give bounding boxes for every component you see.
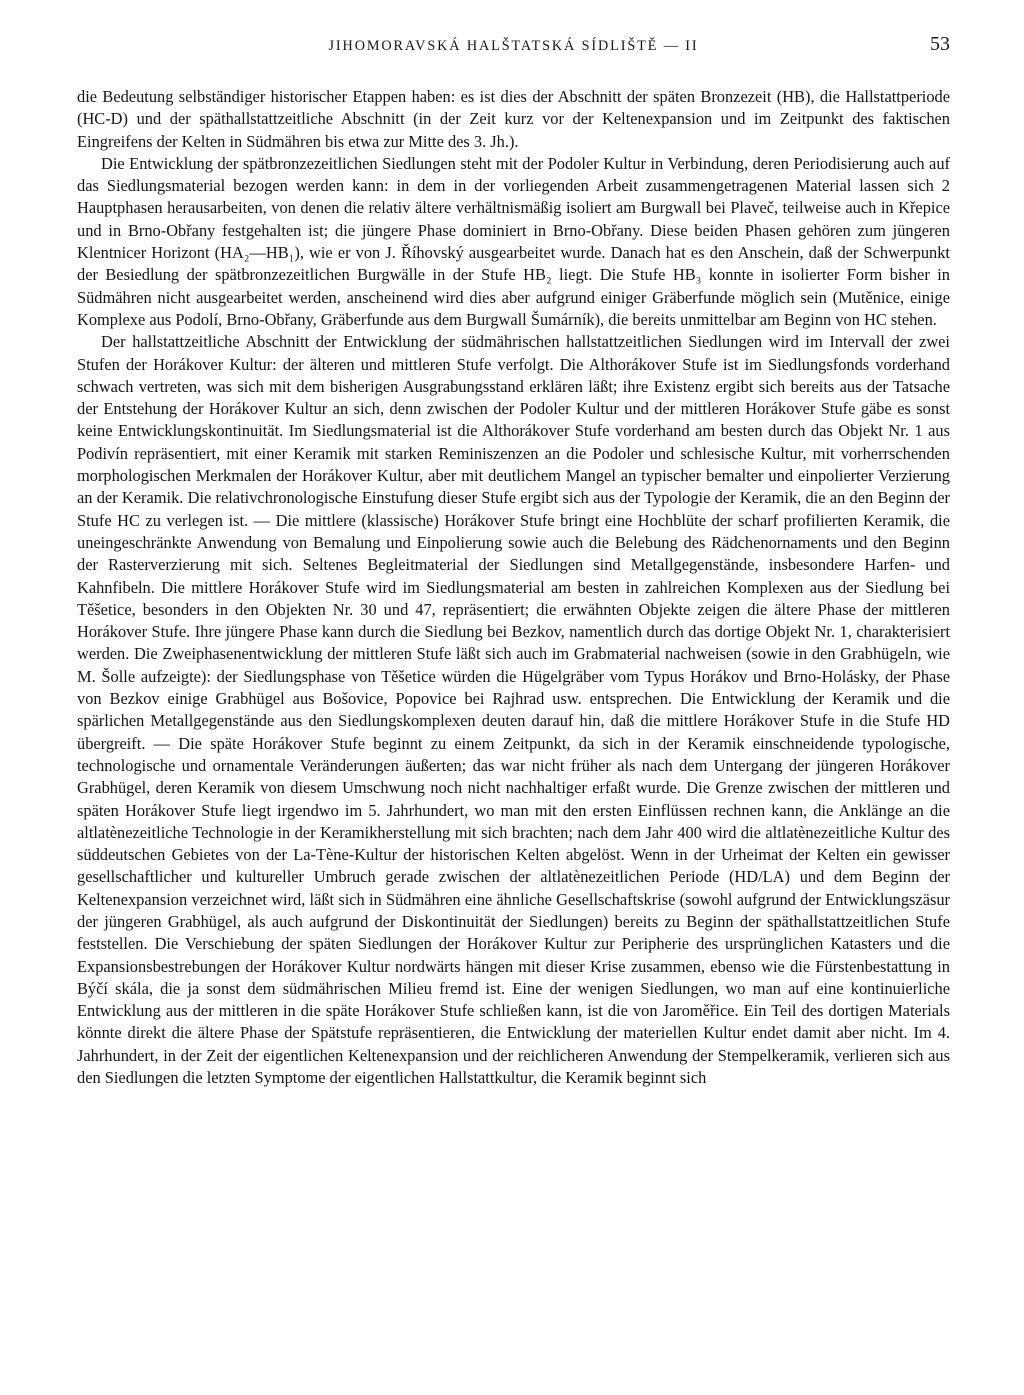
- paragraph-hallstatt-period: Der hallstattzeitliche Abschnitt der Entwicklung der südmährischen hallstattzeitlichen Siedlungen wird im Intervall der zwei Stufen der Horákover Kultur: der älteren und mittleren Stufe verfolgt. Die Althorákover Stufe ist im Siedlungsfonds vorderhand schwach vertreten, was sich mit dem bisherigen Ausgrabungsstand erklären läßt; ihre Existenz ergibt sich bereits aus der Tatsache der Entstehung der Horákover Kultur an sich, denn zwischen der Podoler Kultur und der mittleren Horákover Stufe gäbe es sonst keine Entwicklungskontinuität. Im Siedlungsmaterial ist die Althorákover Stufe vorderhand am besten durch das Objekt Nr. 1 aus Podivín repräsentiert, mit einer Keramik mit starken Reminiszenzen an die Podoler und schlesische Kultur, mit vorherrschenden morphologischen Merkmalen der Horákover Kultur, aber mit deutlichem Mangel an typischer bemalter und einpolierter Verzierung an der Keramik. Die relativchronologische Einstufung dieser Stufe ergibt sich aus der Typologie der Keramik, die an den Beginn der Stufe HC zu verlegen ist. — Die mittlere (klassische) Horákover Stufe bringt eine Hochblüte der scharf profilierten Keramik, die uneingeschränkte Anwendung von Bemalung und Einpolierung sowie auch die Belebung des Rädchenornaments und den Beginn der Rasterverzierung mit sich. Seltenes Begleitmaterial der Siedlungen sind Metallgegenstände, insbesondere Harfen- und Kahnfibeln. Die mittlere Horákover Stufe wird im Siedlungsmaterial am besten in zahlreichen Komplexen aus der Siedlung bei Těšetice, besonders in den Objekten Nr. 30 und 47, repräsentiert; die erwähnten Objekte zeigen die ältere Phase der mittleren Horákover Stufe. Ihre jüngere Phase kann durch die Siedlung bei Bezkov, namentlich durch das dortige Objekt Nr. 1, charakterisiert werden. Die Zweiphasenentwicklung der mittleren Stufe läßt sich auch im Grabmaterial nachweisen (sowie in den Grabhügeln, wie M. Šolle aufzeigte): der Siedlungsphase von Těšetice würden die Hügelgräber vom Typus Horákov und Brno-Holásky, der Phase von Bezkov einige Grabhügel aus Bošovice, Popovice bei Rajhrad usw. entsprechen. Die Entwicklung der Keramik und die spärlichen Metallgegenstände aus den Siedlungskomplexen deuten darauf hin, daß die mittlere Horákover Stufe in die Stufe HD übergreift. — Die späte Horákover Stufe beginnt zu einem Zeitpunkt, da sich in der Keramik einschneidende typologische, technologische und ornamentale Veränderungen äußerten; das war nicht früher als nach dem Untergang der jüngeren Horákover Grabhügel, deren Keramik von diesem Umschwung noch nicht nachhaltiger erfaßt wurde. Die Grenze zwischen der mittleren und späten Horákover Stufe liegt irgendwo im 5. Jahrhundert, wo man mit den ersten Einflüssen rechnen kann, die Anklänge an die altlatènezeitliche Technologie in der Keramikherstellung mit sich brachten; nach dem Jahr 400 wird die altlatènezeitliche Kultur des süddeutschen Gebietes von der La-Tène-Kultur der historischen Kelten abgelöst. Wenn in der Urheimat der Kelten ein gewisser gesellschaftlicher und kultureller Umbruch gerade zwischen der altlatènezeitlichen Periode (HD/LA) und dem Beginn der Keltenexpansion verzeichnet wird, läßt sich in Südmähren eine ähnliche Gesellschaftskrise (sowohl aufgrund der Entwicklungszäsur der jüngeren Grabhügel, als auch aufgrund der Diskontinuität der Siedlungen) bereits zu Beginn der späthallstattzeitlichen Stufe feststellen. Die Verschiebung der späten Siedlungen der Horákover Kultur zur Peripherie des ursprünglichen Katasters und die Expansionsbestrebungen der Horákover Kultur nordwärts hängen mit dieser Krise zusammen, ebenso wie die Fürstenbestattung in Býčí skála, die ja sonst dem südmährischen Milieu fremd ist. Eine der wenigen Siedlungen, wo man auf eine kontinuierliche Entwicklung aus der mittleren in die späte Horákover Stufe schließen kann, ist die von Jaroměřice. Ein Teil des dortigen Materials könnte direkt die ältere Phase der Spätstufe repräsentieren, die Entwicklung der materiellen Kultur endet damit aber nicht. Im 4. Jahrhundert, in der Zeit der eigentlichen Keltenexpansion und der reichlicheren Anwendung der Stempelkeramik, verlieren sich aus den Siedlungen die letzten Symptome der eigentlichen Hallstattkultur, die Keramik beginnt sich: [77, 332, 950, 1088]
- page-number: 53: [930, 33, 950, 55]
- running-title: JIHOMORAVSKÁ HALŠTATSKÁ SÍDLIŠTĚ — II: [328, 38, 699, 54]
- paragraph-continuation: die Bedeutung selbständiger historischer Etappen haben: es ist dies der Abschnitt der späten Bronzezeit (HB), die Hallstattperiode (HC-D) und der späthallstattzeitliche Abschnitt (in der Zeit kurz vor der Keltenexpansion und im Zeitpunkt des faktischen Eingreifens der Kelten in Südmähren bis etwa zur Mitte des 3. Jh.).: [77, 87, 950, 151]
- running-head: [77, 30, 950, 64]
- body-text: [77, 86, 950, 1089]
- paragraph-late-bronze-age: Die Entwicklung der spätbronzezeitlichen Siedlungen steht mit der Podoler Kultur in Verbindung, deren Periodisierung auch auf das Siedlungsmaterial bezogen werden kann: in dem in der vorliegenden Arbeit zusammengetragenen Material lassen sich 2 Hauptphasen herausarbeiten, von denen die relativ ältere verhältnismäßig isoliert am Burgwall bei Plaveč, teilweise auch in Křepice und in Brno-Obřany festgehalten ist; die jüngere Phase dominiert in Brno-Obřany. Diese beiden Phasen gehören zum jüngeren Klentnicer Horizont (HA₂—HB₁), wie er von J. Říhovský ausgearbeitet wurde. Danach hat es den Anschein, daß der Schwerpunkt der Besiedlung der spätbronzezeitlichen Burgwälle in der Stufe HB₂ liegt. Die Stufe HB₃ konnte in isolierter Form bisher in Südmähren nicht ausgearbeitet werden, anscheinend wird dies aber aufgrund einiger Gräberfunde möglich sein (Mutěnice, einige Komplexe aus Podolí, Brno-Obřany, Gräberfunde aus dem Burgwall Šumárník), die bereits unmittelbar am Beginn von HC stehen.: [77, 153, 950, 329]
